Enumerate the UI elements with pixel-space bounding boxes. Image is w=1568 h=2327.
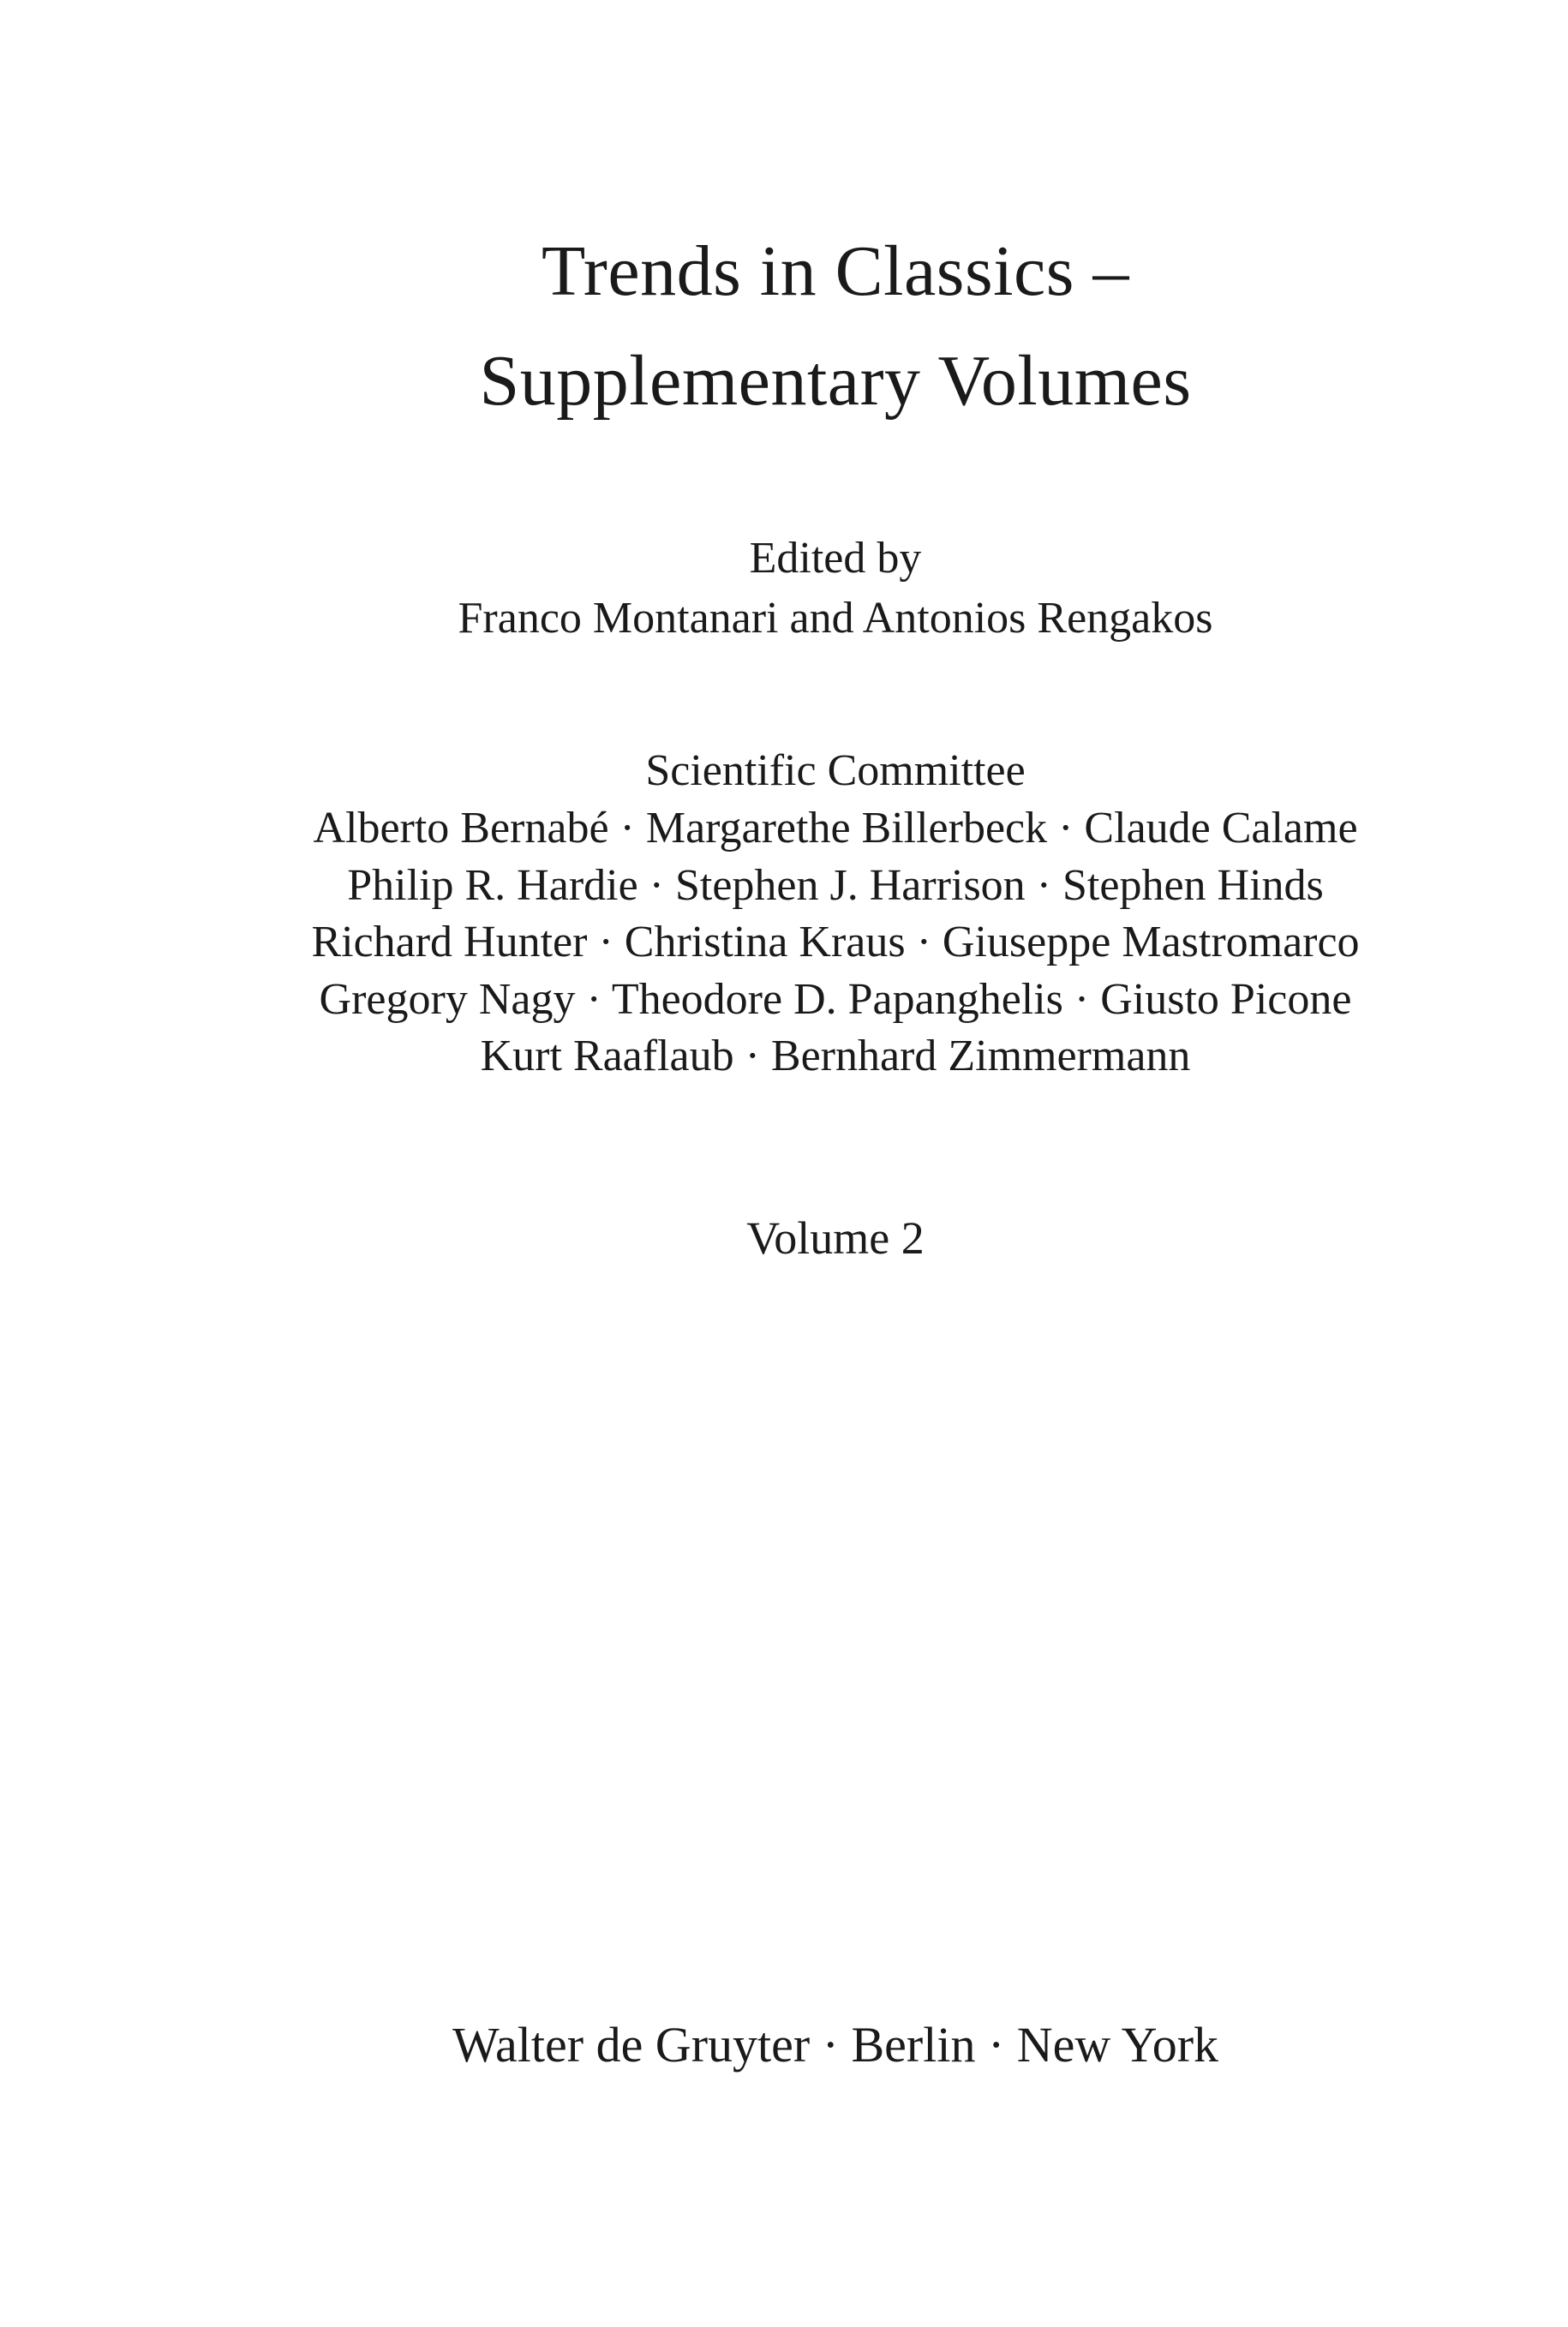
edited-by-label: Edited by (749, 534, 922, 583)
committee-row: Alberto Bernabé · Margarethe Billerbeck · Claude Calame (313, 804, 1358, 852)
committee-row: Gregory Nagy · Theodore D. Papanghelis · Giusto Picone (319, 974, 1352, 1024)
series-title-line-2: Supplementary Volumes (479, 341, 1192, 421)
scientific-committee-label: Scientific Committee (645, 746, 1026, 795)
committee-row: Kurt Raaflaub · Bernhard Zimmermann (480, 1032, 1191, 1080)
editor-names: Franco Montanari and Antonios Rengakos (458, 594, 1213, 643)
committee-members (0, 800, 1568, 1086)
committee-row: Philip R. Hardie · Stephen J. Harrison · Stephen Hinds (347, 860, 1324, 910)
volume-number: Volume 2 (746, 1212, 925, 1264)
series-title-line-1: Trends in Classics – (542, 231, 1129, 311)
publisher-imprint: Walter de Gruyter · Berlin · New York (452, 2017, 1219, 2073)
committee-row: Richard Hunter · Christina Kraus · Giuseppe Mastromarco (311, 918, 1360, 966)
